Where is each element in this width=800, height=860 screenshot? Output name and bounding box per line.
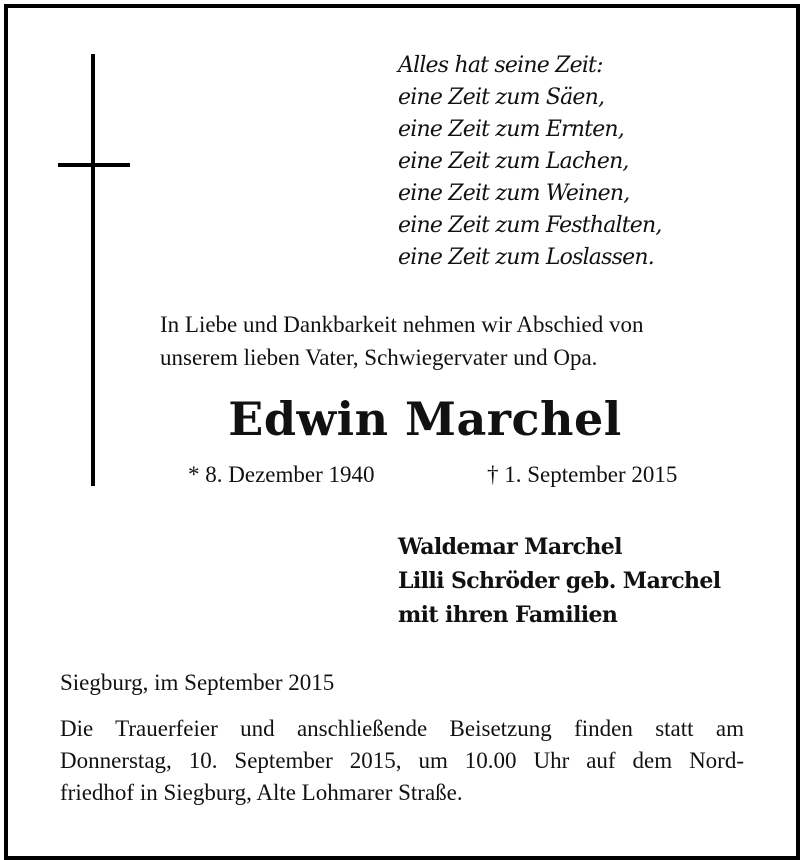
cross-horizontal-bar <box>58 163 130 167</box>
poem-line: eine Zeit zum Loslassen. <box>398 245 654 270</box>
mourner-line: Lilli Schröder geb. Marchel <box>398 568 721 594</box>
service-line: Die Trauerfeier und anschließende Beisetzung finden statt am <box>60 716 744 741</box>
poem-line: eine Zeit zum Festhalten, <box>398 213 662 238</box>
deceased-name: Edwin Marchel <box>228 392 622 446</box>
poem-line: eine Zeit zum Säen, <box>398 85 605 110</box>
mourner-line: Waldemar Marchel <box>398 534 622 560</box>
intro-line: unserem lieben Vater, Schwiegervater und Opa. <box>160 345 598 370</box>
birth-date: * 8. Dezember 1940 <box>188 462 375 487</box>
poem-line: eine Zeit zum Ernten, <box>398 117 624 142</box>
place-date: Siegburg, im September 2015 <box>60 670 335 695</box>
poem-line: Alles hat seine Zeit: <box>398 53 603 78</box>
intro-text <box>160 308 644 374</box>
mourner-line: mit ihren Familien <box>398 602 618 628</box>
poem-line: eine Zeit zum Lachen, <box>398 149 629 174</box>
poem-line: eine Zeit zum Weinen, <box>398 181 630 206</box>
intro-line: In Liebe und Dankbarkeit nehmen wir Abschied von <box>160 312 644 337</box>
service-line: Donnerstag, 10. September 2015, um 10.00 Uhr auf dem Nord- <box>60 748 744 773</box>
service-info <box>60 713 744 809</box>
death-date: † 1. September 2015 <box>487 462 678 487</box>
mourners <box>398 530 721 632</box>
poem <box>398 50 662 274</box>
service-line: friedhof in Siegburg, Alte Lohmarer Straße. <box>60 780 463 805</box>
